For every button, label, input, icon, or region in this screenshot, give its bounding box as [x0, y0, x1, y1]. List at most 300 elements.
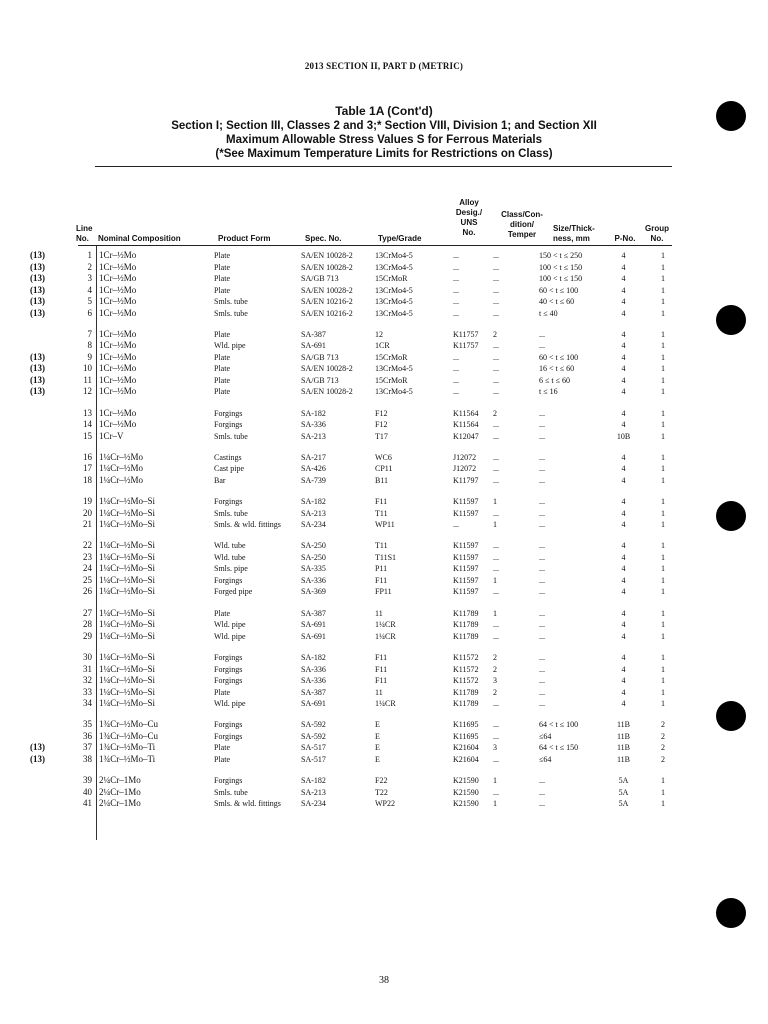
- product-form: Smls. tube: [214, 508, 248, 518]
- size-thickness: 100 < t ≤ 150: [539, 274, 583, 283]
- p-number: 4: [621, 664, 626, 674]
- revision-note: [30, 687, 70, 699]
- revision-note: (13): [30, 753, 45, 764]
- uns-number: K21604: [453, 754, 479, 764]
- spec-number: SA-517: [301, 743, 326, 753]
- size-thickness: ...: [539, 464, 545, 474]
- nominal-composition: 1¼Cr–½Mo–Si: [99, 619, 156, 630]
- spec-number: SA-182: [301, 408, 326, 418]
- p-number: 4: [621, 274, 626, 283]
- line-number: 18: [83, 474, 92, 485]
- group-number: 1: [661, 676, 665, 686]
- revision-note: [30, 563, 70, 575]
- table-row: [30, 775, 680, 787]
- nominal-composition: 1Cr–½Mo: [99, 273, 137, 283]
- nominal-composition: 1¼Cr–½Mo–Si: [99, 540, 156, 551]
- product-form: Plate: [214, 352, 230, 362]
- row-gap-cell: [30, 398, 680, 408]
- binder-hole-mark: [716, 305, 746, 335]
- type-grade: 1¼CR: [375, 631, 396, 641]
- spec-number: SA-517: [301, 754, 326, 764]
- class-condition: 1: [493, 520, 497, 530]
- uns-number: K21590: [453, 799, 479, 809]
- size-thickness: 64 < t ≤ 150: [539, 743, 579, 753]
- group-number: 1: [661, 575, 665, 585]
- group-number: 2: [661, 731, 665, 741]
- table-row: [30, 463, 680, 475]
- size-thickness: 40 < t ≤ 60: [539, 297, 575, 306]
- size-thickness: 6 ≤ t ≤ 60: [539, 375, 571, 385]
- class-condition: 2: [493, 687, 497, 697]
- table-row: [30, 375, 680, 387]
- table-row: [30, 452, 680, 464]
- revision-note: [30, 586, 70, 598]
- row-group-gap: [30, 442, 680, 452]
- page-number: 38: [379, 975, 389, 986]
- uns-number: K11789: [453, 687, 479, 697]
- uns-number: ...: [453, 387, 459, 397]
- table-row: [30, 675, 680, 687]
- revision-note: [30, 731, 70, 743]
- group-number: 1: [661, 564, 665, 574]
- class-condition: 1: [493, 608, 497, 618]
- product-form: Plate: [214, 329, 230, 339]
- revision-note: (13): [30, 374, 45, 385]
- type-grade: CP11: [375, 464, 393, 474]
- revision-note: [30, 619, 70, 631]
- col-header-product-form: Product Form: [218, 234, 271, 243]
- table-row: [30, 698, 680, 710]
- col-header-line: Line No.: [76, 224, 93, 243]
- spec-number: SA-739: [301, 475, 326, 485]
- table-title-block: [0, 104, 768, 161]
- product-form: Forgings: [214, 653, 243, 663]
- class-condition: ...: [493, 731, 499, 741]
- p-number: 4: [621, 420, 626, 430]
- table-row: [30, 508, 680, 520]
- line-number: 11: [83, 374, 92, 385]
- uns-number: ...: [453, 274, 459, 283]
- revision-note: [30, 408, 70, 420]
- spec-number: SA-592: [301, 720, 326, 730]
- nominal-composition: 1¼Cr–½Mo–Si: [99, 496, 156, 507]
- type-grade: 13CrMo4-5: [375, 364, 413, 374]
- spec-number: SA-234: [301, 520, 326, 530]
- spec-number: SA-387: [301, 608, 326, 618]
- line-number: 20: [83, 507, 92, 518]
- type-grade: FP11: [375, 587, 392, 597]
- class-condition: 3: [493, 743, 497, 753]
- table-row: [30, 340, 680, 352]
- line-number: 15: [83, 430, 92, 441]
- product-form: Wld. pipe: [214, 631, 246, 641]
- binder-hole-mark: [716, 701, 746, 731]
- revision-note: [30, 575, 70, 587]
- type-grade: T22: [375, 787, 388, 797]
- size-thickness: ...: [539, 329, 545, 339]
- revision-note: (13): [30, 273, 45, 283]
- size-thickness: ...: [539, 520, 545, 530]
- row-gap-cell: [30, 765, 680, 775]
- table-row: [30, 608, 680, 620]
- binder-hole-mark: [716, 101, 746, 131]
- class-condition: 1: [493, 497, 497, 507]
- class-condition: ...: [493, 787, 499, 797]
- group-number: 1: [661, 776, 665, 786]
- spec-number: SA-335: [301, 564, 326, 574]
- table-row: [30, 731, 680, 743]
- nominal-composition: 1Cr–V: [99, 430, 124, 441]
- class-condition: ...: [493, 364, 499, 374]
- size-thickness: ...: [539, 552, 545, 562]
- row-gap-cell: [30, 442, 680, 452]
- class-condition: ...: [493, 352, 499, 362]
- p-number: 4: [621, 364, 626, 374]
- class-condition: 1: [493, 776, 497, 786]
- type-grade: 1¼CR: [375, 699, 396, 709]
- class-condition: 2: [493, 664, 497, 674]
- spec-number: SA-336: [301, 676, 326, 686]
- product-form: Plate: [214, 251, 230, 260]
- revision-note: [30, 475, 70, 487]
- uns-number: ...: [453, 364, 459, 374]
- product-form: Plate: [214, 743, 230, 753]
- group-number: 1: [661, 464, 665, 474]
- nominal-composition: 1Cr–½Mo: [99, 407, 137, 418]
- uns-number: K11695: [453, 720, 479, 730]
- revision-note: (13): [30, 363, 45, 374]
- line-number: 33: [83, 686, 92, 697]
- p-number: 4: [621, 262, 626, 272]
- product-form: Forgings: [214, 664, 243, 674]
- p-number: 4: [621, 352, 626, 362]
- p-number: 4: [621, 575, 626, 585]
- uns-number: K11597: [453, 564, 479, 574]
- product-form: Smls. tube: [214, 297, 248, 306]
- size-thickness: ...: [539, 776, 545, 786]
- p-number: 4: [621, 464, 626, 474]
- revision-note: (13): [30, 351, 45, 362]
- table-title: Table 1A (Cont'd): [335, 104, 433, 118]
- spec-number: SA-250: [301, 541, 326, 551]
- type-grade: 11: [375, 608, 383, 618]
- nominal-composition: 1Cr–½Mo: [99, 386, 137, 397]
- p-number: 4: [621, 653, 626, 663]
- line-number: 1: [87, 250, 92, 260]
- group-number: 1: [661, 587, 665, 597]
- line-number: 31: [83, 663, 92, 674]
- line-number: 38: [83, 753, 92, 764]
- size-thickness: 100 < t ≤ 150: [539, 262, 583, 272]
- revision-note: (13): [30, 742, 45, 753]
- table-row: [30, 687, 680, 699]
- table-row: [30, 586, 680, 598]
- table-subtitle-stress: Maximum Allowable Stress Values S for Ferrous Materials: [226, 134, 542, 146]
- class-condition: ...: [493, 564, 499, 574]
- p-number: 4: [621, 497, 626, 507]
- table-row: [30, 575, 680, 587]
- size-thickness: ...: [539, 653, 545, 663]
- table-row: [30, 250, 680, 262]
- size-thickness: ...: [539, 420, 545, 430]
- nominal-composition: 1¼Cr–½Mo–Si: [99, 586, 156, 597]
- size-thickness: 16 < t ≤ 60: [539, 364, 575, 374]
- p-number: 4: [621, 341, 626, 351]
- type-grade: T17: [375, 431, 388, 441]
- uns-number: K11597: [453, 497, 479, 507]
- product-form: Smls. tube: [214, 787, 248, 797]
- table-row: [30, 296, 680, 308]
- type-grade: 13CrMo4-5: [375, 285, 413, 295]
- group-number: 1: [661, 497, 665, 507]
- line-number: 8: [87, 340, 92, 351]
- line-number: 35: [83, 719, 92, 730]
- uns-number: ...: [453, 297, 459, 306]
- table-row: [30, 262, 680, 274]
- spec-number: SA/EN 10216-2: [301, 308, 353, 318]
- type-grade: 13CrMo4-5: [375, 251, 413, 260]
- table-row: [30, 552, 680, 564]
- spec-number: SA-387: [301, 329, 326, 339]
- spec-number: SA-250: [301, 552, 326, 562]
- line-number: 13: [83, 407, 92, 418]
- uns-number: K11572: [453, 676, 479, 686]
- class-condition: ...: [493, 464, 499, 474]
- type-grade: WP11: [375, 520, 395, 530]
- product-form: Plate: [214, 375, 230, 385]
- spec-number: SA-213: [301, 787, 326, 797]
- revision-note: (13): [30, 250, 45, 260]
- p-number: 4: [621, 608, 626, 618]
- class-condition: ...: [493, 262, 499, 272]
- type-grade: 13CrMo4-5: [375, 297, 413, 306]
- class-condition: ...: [493, 508, 499, 518]
- size-thickness: ...: [539, 475, 545, 485]
- group-number: 1: [661, 274, 665, 283]
- row-group-gap: [30, 598, 680, 608]
- p-number: 4: [621, 508, 626, 518]
- line-number: 25: [83, 574, 92, 585]
- product-form: Forgings: [214, 408, 243, 418]
- product-form: Plate: [214, 687, 230, 697]
- revision-note: [30, 496, 70, 508]
- class-condition: ...: [493, 587, 499, 597]
- revision-note: [30, 552, 70, 564]
- uns-number: ...: [453, 520, 459, 530]
- table-row: [30, 475, 680, 487]
- type-grade: WC6: [375, 452, 392, 462]
- row-group-gap: [30, 531, 680, 541]
- product-form: Forgings: [214, 676, 243, 686]
- line-number: 10: [83, 363, 92, 374]
- group-number: 2: [661, 743, 665, 753]
- type-grade: F22: [375, 776, 388, 786]
- size-thickness: 150 < t ≤ 250: [539, 251, 583, 260]
- p-number: 4: [621, 408, 626, 418]
- size-thickness: ...: [539, 787, 545, 797]
- size-thickness: ...: [539, 676, 545, 686]
- product-form: Smls. tube: [214, 308, 248, 318]
- line-number: 36: [83, 730, 92, 741]
- size-thickness: ...: [539, 620, 545, 630]
- nominal-composition: 1¼Cr–½Mo–Si: [99, 574, 156, 585]
- materials-table: [30, 250, 680, 810]
- class-condition: 1: [493, 799, 497, 809]
- group-number: 1: [661, 364, 665, 374]
- product-form: Plate: [214, 387, 230, 397]
- nominal-composition: 1¼Cr–½Mo–Si: [99, 652, 156, 663]
- table-row: [30, 419, 680, 431]
- nominal-composition: 1¾Cr–½Mo–Cu: [99, 730, 159, 741]
- table-row: [30, 787, 680, 799]
- p-number: 4: [621, 375, 626, 385]
- product-form: Wld. tube: [214, 541, 246, 551]
- table-row: [30, 408, 680, 420]
- line-number: 26: [83, 586, 92, 597]
- p-number: 4: [621, 631, 626, 641]
- nominal-composition: 1¼Cr–½Mo: [99, 474, 144, 485]
- group-number: 1: [661, 475, 665, 485]
- revision-note: [30, 419, 70, 431]
- type-grade: 11: [375, 687, 383, 697]
- spec-number: SA-592: [301, 731, 326, 741]
- uns-number: J12072: [453, 452, 477, 462]
- product-form: Smls. & wld. fittings: [214, 799, 281, 809]
- product-form: Cast pipe: [214, 464, 244, 474]
- size-thickness: t ≤ 40: [539, 308, 558, 318]
- p-number: 11B: [616, 731, 631, 741]
- table-row: [30, 652, 680, 664]
- product-form: Forged pipe: [214, 587, 253, 597]
- col-header-class: Class/Con- dition/ Temper: [501, 210, 543, 239]
- type-grade: E: [375, 731, 380, 741]
- nominal-composition: 1¾Cr–½Mo–Ti: [99, 753, 156, 764]
- class-condition: ...: [493, 754, 499, 764]
- type-grade: 13CrMo4-5: [375, 308, 413, 318]
- revision-note: [30, 652, 70, 664]
- line-number: 24: [83, 563, 92, 574]
- type-grade: 15CrMoR: [375, 274, 408, 283]
- p-number: 4: [621, 387, 626, 397]
- nominal-composition: 1Cr–½Mo: [99, 374, 137, 385]
- product-form: Smls. & wld. fittings: [214, 520, 281, 530]
- product-form: Bar: [214, 475, 226, 485]
- nominal-composition: 2¼Cr–1Mo: [99, 798, 141, 809]
- table-row: [30, 664, 680, 676]
- nominal-composition: 1Cr–½Mo: [99, 307, 137, 318]
- type-grade: 15CrMoR: [375, 352, 408, 362]
- size-thickness: ...: [539, 664, 545, 674]
- table-row: [30, 431, 680, 443]
- group-number: 1: [661, 251, 665, 260]
- uns-number: K11757: [453, 341, 479, 351]
- table-row: [30, 352, 680, 364]
- uns-number: K11597: [453, 587, 479, 597]
- size-thickness: ...: [539, 631, 545, 641]
- spec-number: SA/GB 713: [301, 375, 339, 385]
- size-thickness: ...: [539, 452, 545, 462]
- col-header-size: Size/Thick- ness, mm: [553, 224, 595, 243]
- spec-number: SA-691: [301, 631, 326, 641]
- product-form: Plate: [214, 754, 230, 764]
- class-condition: 2: [493, 653, 497, 663]
- group-number: 1: [661, 508, 665, 518]
- nominal-composition: 1¼Cr–½Mo–Si: [99, 698, 156, 709]
- type-grade: F11: [375, 676, 388, 686]
- line-number: 2: [87, 261, 92, 272]
- uns-number: K11597: [453, 508, 479, 518]
- p-number: 4: [621, 520, 626, 530]
- table-row: [30, 519, 680, 531]
- line-number: 41: [83, 798, 92, 809]
- class-condition: ...: [493, 274, 499, 283]
- group-number: 1: [661, 687, 665, 697]
- class-condition: ...: [493, 387, 499, 397]
- product-form: Castings: [214, 452, 242, 462]
- class-condition: ...: [493, 285, 499, 295]
- product-form: Wld. tube: [214, 552, 246, 562]
- uns-number: K11597: [453, 541, 479, 551]
- table-row: [30, 386, 680, 398]
- product-form: Forgings: [214, 575, 243, 585]
- class-condition: ...: [493, 452, 499, 462]
- group-number: 1: [661, 620, 665, 630]
- product-form: Wld. pipe: [214, 341, 246, 351]
- spec-number: SA/EN 10028-2: [301, 364, 353, 374]
- spec-number: SA-217: [301, 452, 326, 462]
- line-number: 7: [87, 328, 92, 339]
- group-number: 2: [661, 754, 665, 764]
- uns-number: K21590: [453, 787, 479, 797]
- table-row: [30, 719, 680, 731]
- group-number: 1: [661, 352, 665, 362]
- class-condition: ...: [493, 308, 499, 318]
- revision-note: [30, 608, 70, 620]
- revision-note: [30, 329, 70, 341]
- size-thickness: ...: [539, 687, 545, 697]
- group-number: 1: [661, 329, 665, 339]
- table-row: [30, 496, 680, 508]
- class-condition: ...: [493, 475, 499, 485]
- class-condition: ...: [493, 341, 499, 351]
- spec-number: SA-369: [301, 587, 326, 597]
- revision-note: [30, 452, 70, 464]
- revision-note: (13): [30, 284, 45, 295]
- nominal-composition: 1Cr–½Mo: [99, 419, 137, 430]
- group-number: 1: [661, 341, 665, 351]
- type-grade: WP22: [375, 799, 395, 809]
- table-subtitle-note: (*See Maximum Temperature Limits for Restrictions on Class): [215, 148, 553, 160]
- nominal-composition: 1¼Cr–½Mo–Si: [99, 507, 156, 518]
- type-grade: B11: [375, 475, 389, 485]
- row-gap-cell: [30, 486, 680, 496]
- row-gap-cell: [30, 598, 680, 608]
- nominal-composition: 1¼Cr–½Mo–Si: [99, 607, 156, 618]
- revision-note: [30, 463, 70, 475]
- p-number: 4: [621, 285, 626, 295]
- title-rule: [95, 166, 672, 167]
- line-number: 40: [83, 786, 92, 797]
- line-number: 3: [87, 273, 92, 283]
- spec-number: SA/GB 713: [301, 352, 339, 362]
- type-grade: T11S1: [375, 552, 397, 562]
- row-gap-cell: [30, 642, 680, 652]
- product-form: Forgings: [214, 776, 243, 786]
- group-number: 1: [661, 541, 665, 551]
- revision-note: [30, 775, 70, 787]
- nominal-composition: 1Cr–½Mo: [99, 296, 137, 306]
- col-header-pno: P-No.: [614, 234, 636, 243]
